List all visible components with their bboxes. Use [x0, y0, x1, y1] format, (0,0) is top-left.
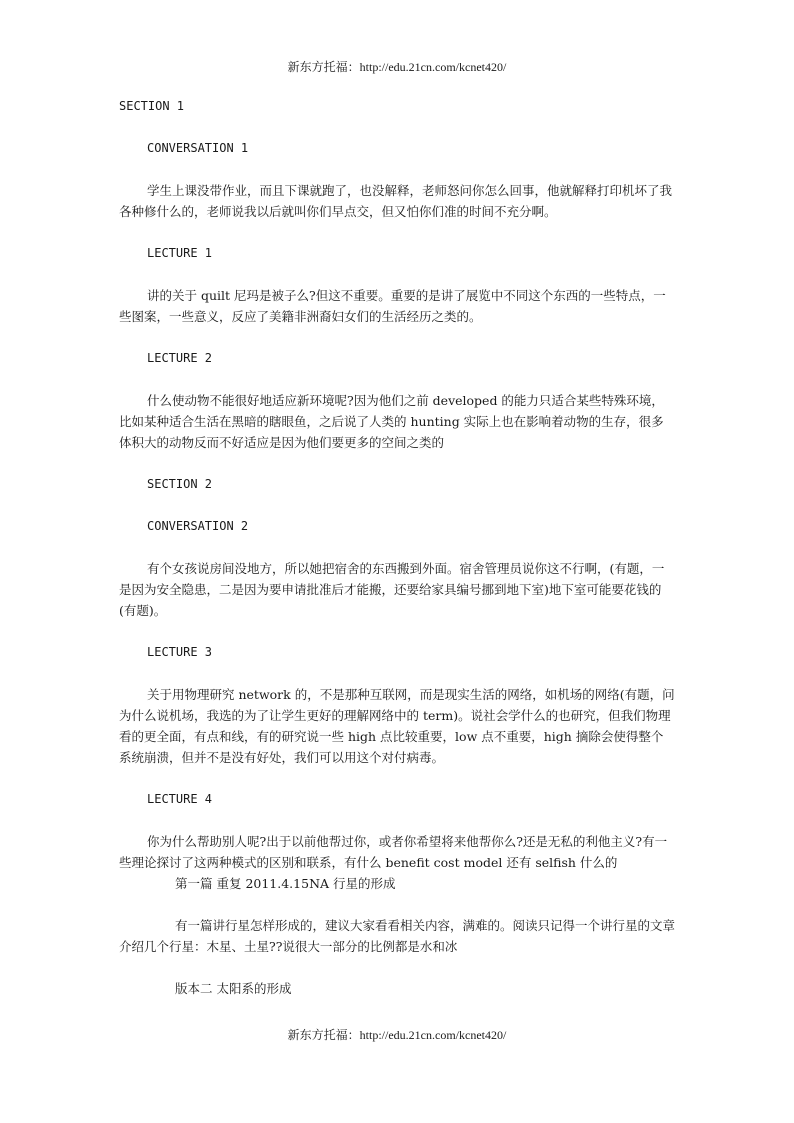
- paragraph-conversation-1: 学生上课没带作业，而且下课就跑了，也没解释，老师怒问你怎么回事，他就解释打印机坏了我各种修什么的，老师说我以后就叫你们早点交，但又怕你们准的时间不充分啊。: [119, 183, 673, 219]
- heading-section-1: SECTION 1: [119, 99, 185, 113]
- heading-lecture-2: LECTURE 2: [147, 351, 213, 365]
- paragraph-lecture-1: 讲的关于 quilt 尼玛是被子么?但这不重要。重要的是讲了展览中不同这个东西的一些特点，一些图案，一些意义，反应了美籍非洲裔妇女们的生活经历之类的。: [119, 288, 666, 324]
- heading-reading-2: 版本二 太阳系的形成: [175, 981, 292, 996]
- heading-lecture-4: LECTURE 4: [147, 792, 213, 806]
- heading-conversation-1: CONVERSATION 1: [147, 141, 249, 155]
- heading-section-2: SECTION 2: [147, 477, 213, 491]
- paragraph-lecture-3: 关于用物理研究 network 的，不是那种互联网，而是现实生活的网络，如机场的网络(有题，问为什么说机场，我选的为了让学生更好的理解网络中的 term)。说社会学什么的也研究，但我们物理看的更全面，有点和线，有的研究说一些 high 点比较重要，low 点不重要，high 摘除会使得整个系统崩溃，但并不是没有好处，我们可以用这个对付病毒。: [119, 687, 675, 765]
- page-header: 新东方托福：http://edu.21cn.com/kcnet420/: [287, 60, 507, 74]
- heading-lecture-3: LECTURE 3: [147, 645, 213, 659]
- paragraph-lecture-2: 什么使动物不能很好地适应新环境呢?因为他们之前 developed 的能力只适合某些特殊环境，比如某种适合生活在黑暗的瞎眼鱼，之后说了人类的 hunting 实际上也在影响着动物的生存，很多体积大的动物反而不好适应是因为他们要更多的空间之类的: [119, 393, 664, 450]
- paragraph-lecture-4: 你为什么帮助别人呢?出于以前他帮过你，或者你希望将来他帮你么?还是无私的利他主义?有一些理论探讨了这两种模式的区别和联系，有什么 benefit cost model 还有 selfish 什么的: [119, 834, 668, 870]
- heading-conversation-2: CONVERSATION 2: [147, 519, 249, 533]
- paragraph-reading-1: 有一篇讲行星怎样形成的，建议大家看看相关内容，满难的。阅读只记得一个讲行星的文章介绍几个行星：木星、土星??说很大一部分的比例都是水和冰: [119, 918, 676, 954]
- document-body: [119, 96, 675, 999]
- heading-lecture-1: LECTURE 1: [147, 246, 213, 260]
- paragraph-conversation-2: 有个女孩说房间没地方，所以她把宿舍的东西搬到外面。宿舍管理员说你这不行啊，(有题，一是因为安全隐患，二是因为要申请批准后才能搬，还要给家具编号挪到地下室)地下室可能要花钱的(有题)。: [119, 561, 665, 618]
- heading-reading-1: 第一篇 重复 2011.4.15NA 行星的形成: [175, 876, 396, 891]
- page-footer: 新东方托福：http://edu.21cn.com/kcnet420/: [287, 1028, 507, 1042]
